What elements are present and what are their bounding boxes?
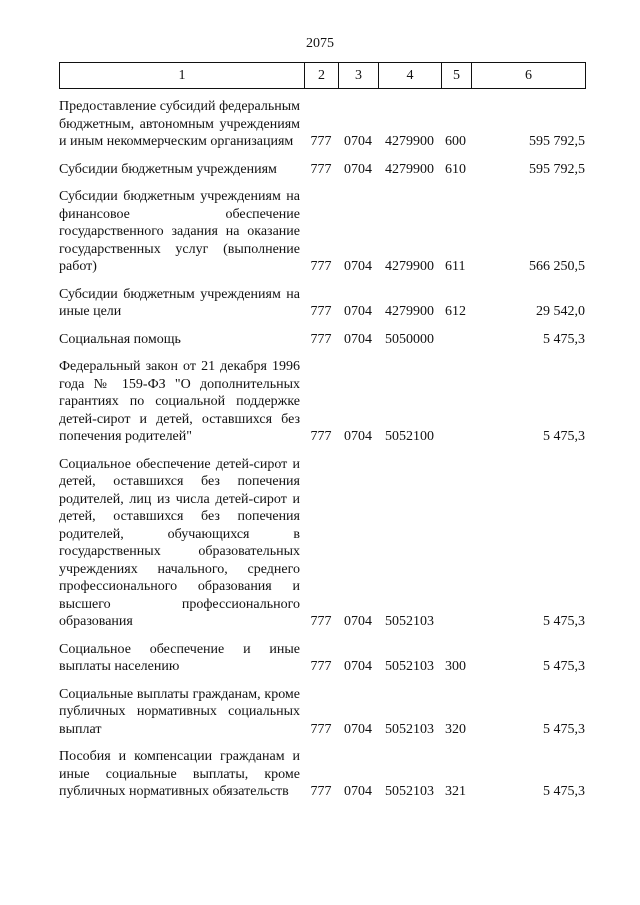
cell-c3: 0704	[344, 429, 372, 444]
cell-c3: 0704	[344, 784, 372, 799]
cell-c3: 0704	[344, 134, 372, 149]
cell-c6: 29 542,0	[536, 304, 585, 319]
table-row	[59, 325, 585, 353]
cell-c5: 600	[445, 134, 466, 149]
table-row	[59, 182, 585, 280]
cell-c5	[441, 325, 471, 353]
header-col-5: 5	[442, 63, 472, 89]
cell-name: Субсидии бюджетным учреждениям	[59, 161, 277, 177]
cell-c2: 777	[310, 259, 332, 274]
table-row	[59, 155, 585, 183]
cell-name: Социальное обеспечение и иные выплаты населению	[59, 641, 300, 674]
cell-name: Предоставление субсидий федеральным бюджетным, автономным учреждениям и иным некоммерческим организациям	[59, 99, 300, 149]
cell-c6: 5 475,3	[543, 331, 585, 347]
cell-c6: 595 792,5	[529, 134, 585, 149]
cell-c4: 5052103	[385, 659, 434, 674]
budget-table	[59, 92, 585, 805]
cell-name: Социальные выплаты гражданам, кроме публичных нормативных социальных выплат	[59, 686, 300, 737]
cell-c6: 5 475,3	[543, 784, 585, 799]
cell-c5: 612	[445, 304, 466, 319]
header-col-2: 2	[305, 63, 339, 89]
cell-c5: 610	[445, 161, 466, 177]
cell-c4: 4279900	[385, 134, 434, 149]
cell-c5: 611	[445, 259, 466, 274]
cell-c4: 5052103	[385, 614, 434, 629]
header-col-6: 6	[472, 63, 586, 89]
cell-c4: 5050000	[385, 331, 434, 347]
cell-c3: 0704	[344, 614, 372, 629]
cell-c2: 777	[310, 721, 332, 737]
cell-c4: 4279900	[385, 259, 434, 274]
cell-c4: 5052103	[385, 784, 434, 799]
cell-c3: 0704	[344, 304, 372, 319]
cell-c2: 777	[310, 161, 332, 177]
cell-c5: 320	[445, 721, 466, 737]
header-col-3: 3	[339, 63, 379, 89]
cell-c4: 5052100	[385, 429, 434, 444]
cell-c2: 777	[310, 331, 332, 347]
cell-name: Пособия и компенсации гражданам и иные социальные выплаты, кроме публичных нормативных обязательств	[59, 749, 300, 799]
table-row	[59, 280, 585, 325]
cell-c3: 0704	[344, 259, 372, 274]
table-header	[59, 62, 586, 89]
cell-c5: 300	[445, 659, 466, 674]
header-col-1: 1	[60, 63, 305, 89]
cell-c4: 5052103	[385, 721, 434, 737]
cell-c2: 777	[310, 134, 332, 149]
cell-c6: 5 475,3	[543, 659, 585, 674]
cell-name: Социальная помощь	[59, 331, 181, 347]
cell-c6: 595 792,5	[529, 161, 585, 177]
cell-c5	[441, 450, 471, 635]
cell-c2: 777	[310, 659, 332, 674]
table-row	[59, 92, 585, 155]
page-number: 2075	[306, 36, 334, 51]
cell-name: Социальное обеспечение детей-сирот и детей, оставшихся без попечения родителей, лиц из числа детей-сирот и детей, оставшихся без попечения родителей, обучающихся в государственных образовательных учреждениях начального, среднего профессионального образования и высшего профессионального образования	[59, 456, 300, 629]
cell-c2: 777	[310, 784, 332, 799]
cell-c5	[441, 352, 471, 450]
cell-c2: 777	[310, 429, 332, 444]
cell-c6: 5 475,3	[543, 721, 585, 737]
cell-c6: 566 250,5	[529, 259, 585, 274]
table-row	[59, 450, 585, 635]
cell-c3: 0704	[344, 161, 372, 177]
cell-name: Субсидии бюджетным учреждениям на финансовое обеспечение государственного задания на оказание государственных услуг (выполнение работ)	[59, 189, 300, 274]
table-row	[59, 352, 585, 450]
table-row	[59, 680, 585, 743]
table-row	[59, 742, 585, 805]
table-row	[59, 635, 585, 680]
cell-c3: 0704	[344, 659, 372, 674]
cell-c3: 0704	[344, 721, 372, 737]
cell-c6: 5 475,3	[543, 429, 585, 444]
cell-c4: 4279900	[385, 304, 434, 319]
cell-c4: 4279900	[385, 161, 434, 177]
cell-name: Федеральный закон от 21 декабря 1996 года № 159-ФЗ "О дополнительных гарантиях по социальной поддержке детей-сирот и детей, оставшихся без попечения родителей"	[59, 359, 300, 444]
cell-c3: 0704	[344, 331, 372, 347]
header-col-4: 4	[379, 63, 442, 89]
cell-c5: 321	[445, 784, 466, 799]
cell-c2: 777	[310, 304, 332, 319]
cell-c2: 777	[310, 614, 332, 629]
cell-c6: 5 475,3	[543, 614, 585, 629]
cell-name: Субсидии бюджетным учреждениям на иные цели	[59, 286, 300, 319]
